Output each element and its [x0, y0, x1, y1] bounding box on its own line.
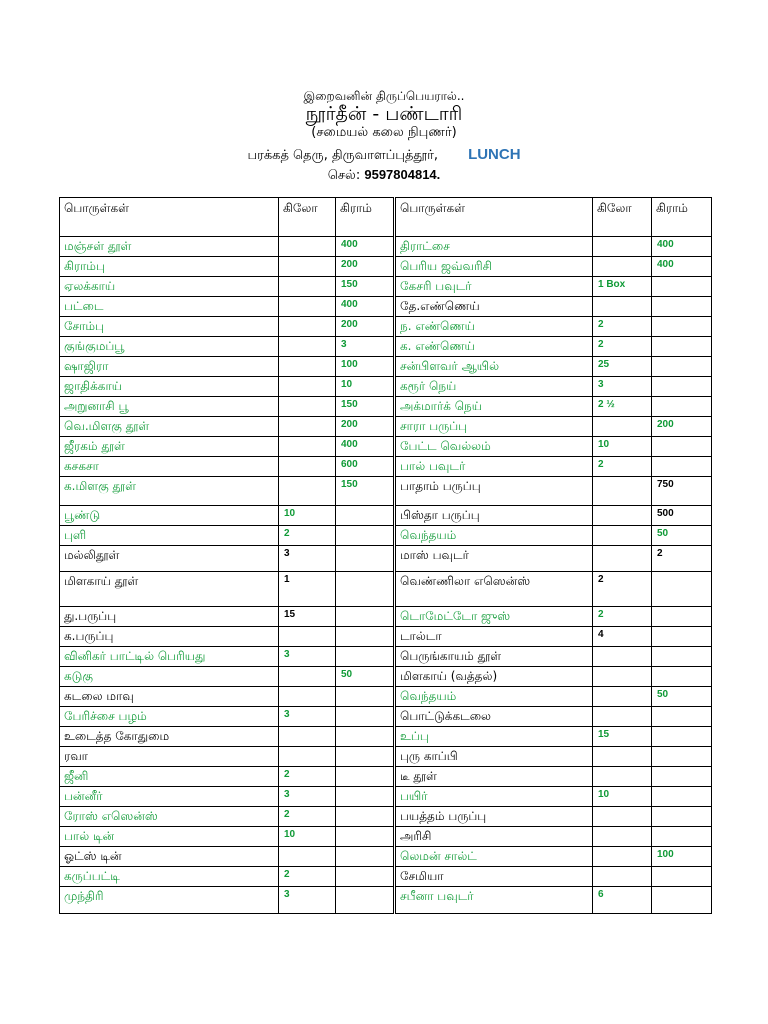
left-gram-value: 400 [336, 437, 395, 457]
right-gram-value: 400 [652, 257, 712, 277]
header-gram-right: கிராம் [652, 198, 712, 237]
right-gram-value [652, 397, 712, 417]
right-gram-value: 100 [652, 847, 712, 867]
left-item-name: மிளகாய் தூள் [60, 572, 279, 607]
table-row [60, 417, 712, 437]
right-item-name: டால்டா [395, 627, 593, 647]
right-item-name: சபீனா பவுடர் [395, 887, 593, 914]
right-item-name: வெந்தயம் [395, 687, 593, 707]
right-gram-value: 2 [652, 546, 712, 572]
left-gram-value: 200 [336, 317, 395, 337]
left-item-name: பட்டை [60, 297, 279, 317]
right-kilo-value: 1 Box [593, 277, 652, 297]
left-gram-value [336, 827, 395, 847]
right-item-name: புரு காப்பி [395, 747, 593, 767]
left-item-name: ஷாஜிரா [60, 357, 279, 377]
table-row [60, 707, 712, 727]
table-row [60, 807, 712, 827]
left-gram-value [336, 546, 395, 572]
table-row [60, 357, 712, 377]
right-gram-value [652, 377, 712, 397]
table-row [60, 297, 712, 317]
left-gram-value [336, 607, 395, 627]
right-item-name: வெந்தயம் [395, 526, 593, 546]
right-kilo-value [593, 747, 652, 767]
right-kilo-value: 15 [593, 727, 652, 747]
table-row [60, 546, 712, 572]
table-header-row [60, 198, 712, 237]
table-row [60, 477, 712, 506]
right-kilo-value: 3 [593, 377, 652, 397]
table-row [60, 627, 712, 647]
right-kilo-value [593, 807, 652, 827]
left-kilo-value [279, 687, 336, 707]
right-item-name: க. எண்ணெய் [395, 337, 593, 357]
header-item-right: பொருள்கள் [395, 198, 593, 237]
left-gram-value [336, 887, 395, 914]
left-kilo-value [279, 727, 336, 747]
table-row [60, 767, 712, 787]
right-kilo-value: 2 [593, 317, 652, 337]
header-kilo-left: கிலோ [279, 198, 336, 237]
left-item-name: மல்லிதூள் [60, 546, 279, 572]
left-item-name: வெ.மிளகு தூள் [60, 417, 279, 437]
left-item-name: ரவா [60, 747, 279, 767]
left-item-name: மஞ்சள் தூள் [60, 237, 279, 257]
right-gram-value [652, 867, 712, 887]
left-gram-value [336, 867, 395, 887]
right-gram-value: 50 [652, 526, 712, 546]
left-kilo-value [279, 437, 336, 457]
table-row [60, 526, 712, 546]
right-kilo-value: 25 [593, 357, 652, 377]
left-gram-value [336, 506, 395, 526]
right-kilo-value [593, 707, 652, 727]
right-item-name: மாஸ் பவுடர் [395, 546, 593, 572]
left-kilo-value [279, 257, 336, 277]
left-gram-value: 200 [336, 417, 395, 437]
left-item-name: கடுகு [60, 667, 279, 687]
right-gram-value [652, 607, 712, 627]
left-item-name: கசகசா [60, 457, 279, 477]
left-kilo-value: 3 [279, 787, 336, 807]
left-item-name: ஜீனி [60, 767, 279, 787]
table-row [60, 887, 712, 914]
table-row [60, 506, 712, 526]
right-item-name: பொட்டுக்கடலை [395, 707, 593, 727]
left-item-name: ஜாதிக்காய் [60, 377, 279, 397]
left-gram-value: 3 [336, 337, 395, 357]
right-gram-value: 750 [652, 477, 712, 506]
right-item-name: பெரிய ஜவ்வரிசி [395, 257, 593, 277]
right-item-name: பிஸ்தா பருப்பு [395, 506, 593, 526]
address-line [0, 146, 768, 164]
left-gram-value [336, 767, 395, 787]
left-kilo-value: 2 [279, 867, 336, 887]
left-item-name: ஜீரகம் தூள் [60, 437, 279, 457]
table-row [60, 277, 712, 297]
left-gram-value [336, 727, 395, 747]
left-gram-value [336, 572, 395, 607]
right-kilo-value: 6 [593, 887, 652, 914]
left-gram-value: 600 [336, 457, 395, 477]
right-kilo-value [593, 477, 652, 506]
right-item-name: லெமன் சால்ட் [395, 847, 593, 867]
right-gram-value [652, 457, 712, 477]
right-item-name: மிளகாய் (வத்தல்) [395, 667, 593, 687]
right-kilo-value: 10 [593, 437, 652, 457]
left-gram-value [336, 647, 395, 667]
right-gram-value: 400 [652, 237, 712, 257]
left-item-name: உடைத்த கோதுமை [60, 727, 279, 747]
left-kilo-value: 2 [279, 767, 336, 787]
left-gram-value [336, 687, 395, 707]
left-gram-value: 400 [336, 237, 395, 257]
right-gram-value [652, 357, 712, 377]
header-gram-left: கிராம் [336, 198, 395, 237]
right-kilo-value: 2 [593, 337, 652, 357]
right-item-name: உப்பு [395, 727, 593, 747]
left-item-name: வினிகர் பாட்டில் பெரியது [60, 647, 279, 667]
right-gram-value [652, 747, 712, 767]
table-row [60, 457, 712, 477]
right-kilo-value: 2 ½ [593, 397, 652, 417]
left-kilo-value: 3 [279, 647, 336, 667]
table-row [60, 787, 712, 807]
right-item-name: பயத்தம் பருப்பு [395, 807, 593, 827]
left-kilo-value [279, 417, 336, 437]
left-gram-value: 10 [336, 377, 395, 397]
right-gram-value [652, 572, 712, 607]
right-kilo-value [593, 667, 652, 687]
right-gram-value [652, 667, 712, 687]
right-item-name: சன்பிளவர் ஆயில் [395, 357, 593, 377]
right-item-name: பேட்ட வெல்லம் [395, 437, 593, 457]
left-gram-value: 150 [336, 477, 395, 506]
right-gram-value [652, 627, 712, 647]
right-item-name: டீ தூள் [395, 767, 593, 787]
left-kilo-value: 3 [279, 707, 336, 727]
table-row [60, 867, 712, 887]
header-item-left: பொருள்கள் [60, 198, 279, 237]
left-item-name: பால் டின் [60, 827, 279, 847]
table-row [60, 667, 712, 687]
address: பரக்கத் தெரு, திருவாளப்புத்தூர், [247, 148, 439, 163]
left-kilo-value [279, 457, 336, 477]
left-gram-value [336, 847, 395, 867]
right-kilo-value: 2 [593, 572, 652, 607]
right-kilo-value: 2 [593, 607, 652, 627]
right-item-name: பயிர் [395, 787, 593, 807]
left-kilo-value [279, 337, 336, 357]
phone-number: 9597804814. [364, 167, 441, 182]
left-item-name: பன்னீர் [60, 787, 279, 807]
right-kilo-value [593, 237, 652, 257]
left-item-name: சோம்பு [60, 317, 279, 337]
blessing-line: இறைவனின் திருப்பெயரால்.. [303, 89, 465, 103]
right-item-name: பால் பவுடர் [395, 457, 593, 477]
right-item-name: திராட்சை [395, 237, 593, 257]
left-kilo-value: 3 [279, 546, 336, 572]
left-item-name: பேரிச்சை பழம் [60, 707, 279, 727]
left-gram-value [336, 807, 395, 827]
left-item-name: கிராம்பு [60, 257, 279, 277]
left-kilo-value: 2 [279, 526, 336, 546]
right-item-name: வெண்ணிலா எஸென்ஸ் [395, 572, 593, 607]
left-item-name: கருப்பட்டி [60, 867, 279, 887]
right-kilo-value [593, 417, 652, 437]
left-kilo-value: 10 [279, 827, 336, 847]
meal-label: LUNCH [468, 146, 521, 163]
left-kilo-value [279, 237, 336, 257]
table-row [60, 647, 712, 667]
right-gram-value [652, 277, 712, 297]
left-item-name: பூண்டு [60, 506, 279, 526]
left-item-name: து.பருப்பு [60, 607, 279, 627]
right-gram-value [652, 767, 712, 787]
right-kilo-value: 2 [593, 457, 652, 477]
table-row [60, 257, 712, 277]
left-kilo-value [279, 747, 336, 767]
left-item-name: அறுனாசி பூ [60, 397, 279, 417]
left-kilo-value [279, 847, 336, 867]
right-item-name: டொமேட்டோ ஜுஸ் [395, 607, 593, 627]
table-row [60, 377, 712, 397]
left-item-name: க.பருப்பு [60, 627, 279, 647]
right-item-name: சேமியா [395, 867, 593, 887]
left-gram-value: 50 [336, 667, 395, 687]
right-item-name: பெருங்காயம் தூள் [395, 647, 593, 667]
left-kilo-value: 3 [279, 887, 336, 914]
table-row [60, 847, 712, 867]
right-gram-value [652, 887, 712, 914]
right-kilo-value: 4 [593, 627, 652, 647]
right-kilo-value [593, 767, 652, 787]
left-kilo-value [279, 317, 336, 337]
left-item-name: கடலை மாவு [60, 687, 279, 707]
right-kilo-value [593, 526, 652, 546]
left-gram-value [336, 627, 395, 647]
left-gram-value [336, 787, 395, 807]
right-kilo-value [593, 546, 652, 572]
right-item-name: கரூர் நெய் [395, 377, 593, 397]
left-kilo-value [279, 357, 336, 377]
table-row [60, 237, 712, 257]
right-kilo-value [593, 297, 652, 317]
left-item-name: ரோஸ் எஸென்ஸ் [60, 807, 279, 827]
phone-line [0, 167, 768, 184]
left-kilo-value [279, 297, 336, 317]
table-row [60, 827, 712, 847]
table-row [60, 687, 712, 707]
right-item-name: பாதாம் பருப்பு [395, 477, 593, 506]
right-gram-value [652, 297, 712, 317]
right-item-name: தே.எண்ணெய் [395, 297, 593, 317]
left-gram-value [336, 747, 395, 767]
right-item-name: கேசரி பவுடர் [395, 277, 593, 297]
table-row [60, 727, 712, 747]
table-row [60, 317, 712, 337]
left-gram-value [336, 526, 395, 546]
right-gram-value [652, 437, 712, 457]
cook-title: (சமையல் கலை நிபுணர்) [311, 125, 457, 140]
left-item-name: முந்திரி [60, 887, 279, 914]
left-kilo-value [279, 667, 336, 687]
left-kilo-value: 1 [279, 572, 336, 607]
left-kilo-value [279, 477, 336, 506]
right-kilo-value: 10 [593, 787, 652, 807]
left-item-name: க.மிளகு தூள் [60, 477, 279, 506]
right-gram-value: 500 [652, 506, 712, 526]
table-row [60, 572, 712, 607]
phone-label: செல்: [327, 168, 361, 183]
right-kilo-value [593, 827, 652, 847]
right-item-name: அரிசி [395, 827, 593, 847]
ingredients-table [59, 197, 712, 914]
left-item-name: ஓட்ஸ் டின் [60, 847, 279, 867]
right-kilo-value [593, 867, 652, 887]
right-gram-value [652, 707, 712, 727]
table-row [60, 397, 712, 417]
left-gram-value: 400 [336, 297, 395, 317]
left-item-name: ஏலக்காய் [60, 277, 279, 297]
left-kilo-value: 15 [279, 607, 336, 627]
left-gram-value: 100 [336, 357, 395, 377]
left-kilo-value [279, 277, 336, 297]
left-item-name: குங்குமப்பூ [60, 337, 279, 357]
right-gram-value [652, 807, 712, 827]
cook-name: நூர்தீன் - பண்டாரி [305, 103, 463, 125]
left-item-name: புளி [60, 526, 279, 546]
right-item-name: சாரா பருப்பு [395, 417, 593, 437]
right-gram-value [652, 317, 712, 337]
left-kilo-value: 2 [279, 807, 336, 827]
header-kilo-right: கிலோ [593, 198, 652, 237]
left-gram-value: 150 [336, 277, 395, 297]
right-gram-value [652, 827, 712, 847]
left-kilo-value [279, 397, 336, 417]
table-row [60, 437, 712, 457]
right-item-name: அக்மார்க் நெய் [395, 397, 593, 417]
right-kilo-value [593, 687, 652, 707]
left-gram-value [336, 707, 395, 727]
right-item-name: ந. எண்ணெய் [395, 317, 593, 337]
table-body [60, 237, 712, 914]
right-gram-value: 50 [652, 687, 712, 707]
left-gram-value: 150 [336, 397, 395, 417]
left-kilo-value [279, 377, 336, 397]
right-kilo-value [593, 257, 652, 277]
right-gram-value [652, 337, 712, 357]
left-kilo-value [279, 627, 336, 647]
table-row [60, 337, 712, 357]
table-row [60, 607, 712, 627]
table-row [60, 747, 712, 767]
right-kilo-value [593, 506, 652, 526]
left-gram-value: 200 [336, 257, 395, 277]
right-gram-value: 200 [652, 417, 712, 437]
right-gram-value [652, 787, 712, 807]
left-kilo-value: 10 [279, 506, 336, 526]
right-kilo-value [593, 847, 652, 867]
right-gram-value [652, 647, 712, 667]
right-kilo-value [593, 647, 652, 667]
right-gram-value [652, 727, 712, 747]
